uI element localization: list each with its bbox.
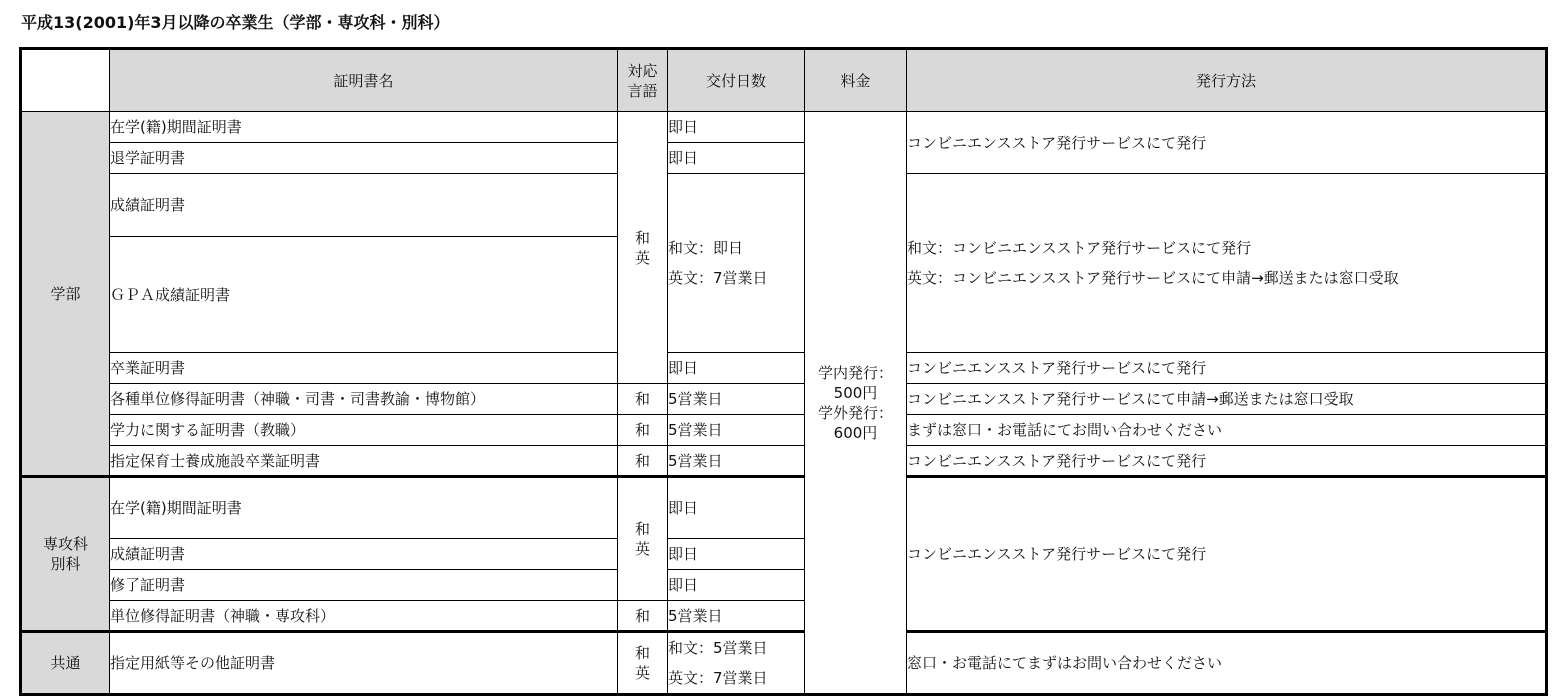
section-kyotsu: 共通 bbox=[21, 632, 110, 695]
header-lang-line-2: 言語 bbox=[627, 81, 658, 100]
days-ei: 英文：7営業日 bbox=[668, 269, 768, 287]
cert-name: 在学(籍)期間証明書 bbox=[110, 112, 618, 143]
lang-cell bbox=[618, 477, 668, 601]
days-cell: 即日 bbox=[668, 570, 805, 601]
cert-name: 各種単位修得証明書（神職・司書・司書教諭・博物館） bbox=[110, 384, 618, 415]
lang-wa: 和 bbox=[634, 520, 650, 538]
days-cell: 即日 bbox=[668, 112, 805, 143]
header-fee: 料金 bbox=[805, 49, 907, 112]
fee-external-value: 600円 bbox=[833, 423, 878, 442]
lang-ei: 英 bbox=[634, 248, 650, 267]
cert-name: 卒業証明書 bbox=[110, 353, 618, 384]
header-days: 交付日数 bbox=[668, 49, 805, 112]
fee-external-label: 学外発行： bbox=[817, 403, 893, 422]
method-cell: コンビニエンスストア発行サービスにて発行 bbox=[907, 353, 1547, 384]
method-ei: 英文：コンビニエンスストア発行サービスにて申請→郵送または窓口受取 bbox=[907, 269, 1399, 287]
fee-internal-value: 500円 bbox=[833, 383, 878, 402]
method-cell: 窓口・お電話にてまずはお問い合わせください bbox=[907, 632, 1547, 695]
days-cell bbox=[668, 632, 805, 695]
days-cell: 5営業日 bbox=[668, 446, 805, 477]
table-row bbox=[21, 174, 1547, 237]
table-row bbox=[21, 384, 1547, 415]
method-cell: まずは窓口・お電話にてお問い合わせください bbox=[907, 415, 1547, 446]
days-cell: 即日 bbox=[668, 477, 805, 539]
method-cell: コンビニエンスストア発行サービスにて発行 bbox=[907, 446, 1547, 477]
cert-name: ＧＰＡ成績証明書 bbox=[110, 237, 618, 353]
cert-name: 学力に関する証明書（教職） bbox=[110, 415, 618, 446]
certificate-table bbox=[19, 47, 1548, 696]
cert-name: 成績証明書 bbox=[110, 174, 618, 237]
table-row bbox=[21, 415, 1547, 446]
days-ei: 英文：7営業日 bbox=[668, 669, 768, 687]
lang-cell: 和 bbox=[618, 446, 668, 477]
days-cell: 5営業日 bbox=[668, 415, 805, 446]
fee-cell bbox=[805, 112, 907, 695]
table-row bbox=[21, 112, 1547, 143]
header-method: 発行方法 bbox=[907, 49, 1547, 112]
method-cell bbox=[907, 174, 1547, 353]
cert-name: 成績証明書 bbox=[110, 539, 618, 570]
section-senkoka-line-2: 別科 bbox=[50, 555, 81, 573]
section-gakubu: 学部 bbox=[21, 112, 110, 477]
header-lang bbox=[618, 49, 668, 112]
header-row bbox=[21, 49, 1547, 112]
lang-cell: 和 bbox=[618, 601, 668, 632]
section-senkoka-line-1: 専攻科 bbox=[42, 535, 88, 553]
fee-internal-label: 学内発行： bbox=[817, 363, 893, 382]
days-cell: 即日 bbox=[668, 143, 805, 174]
cert-name: 指定保育士養成施設卒業証明書 bbox=[110, 446, 618, 477]
days-cell bbox=[668, 174, 805, 353]
table-row bbox=[21, 477, 1547, 539]
days-cell: 5営業日 bbox=[668, 601, 805, 632]
header-name: 証明書名 bbox=[110, 49, 618, 112]
lang-cell: 和 bbox=[618, 384, 668, 415]
cert-name: 修了証明書 bbox=[110, 570, 618, 601]
table-row bbox=[21, 353, 1547, 384]
method-cell: コンビニエンスストア発行サービスにて発行 bbox=[907, 477, 1547, 632]
cert-name: 在学(籍)期間証明書 bbox=[110, 477, 618, 539]
lang-ei: 英 bbox=[634, 540, 650, 558]
header-corner bbox=[21, 49, 110, 112]
lang-cell: 和 bbox=[618, 415, 668, 446]
cert-name: 指定用紙等その他証明書 bbox=[110, 632, 618, 695]
cert-name: 退学証明書 bbox=[110, 143, 618, 174]
section-senkoka bbox=[21, 477, 110, 632]
table-row bbox=[21, 446, 1547, 477]
days-cell: 即日 bbox=[668, 353, 805, 384]
days-cell: 5営業日 bbox=[668, 384, 805, 415]
lang-cell bbox=[618, 632, 668, 695]
lang-wa: 和 bbox=[634, 228, 650, 247]
method-cell: コンビニエンスストア発行サービスにて発行 bbox=[907, 112, 1547, 174]
method-wa: 和文：コンビニエンスストア発行サービスにて発行 bbox=[907, 239, 1252, 257]
days-wa: 和文：即日 bbox=[668, 239, 744, 257]
days-cell: 即日 bbox=[668, 539, 805, 570]
lang-ei: 英 bbox=[634, 664, 650, 682]
table-row bbox=[21, 632, 1547, 695]
header-lang-line-1: 対応 bbox=[627, 61, 658, 80]
cert-name: 単位修得証明書（神職・専攻科） bbox=[110, 601, 618, 632]
days-wa: 和文：5営業日 bbox=[668, 639, 768, 657]
method-cell: コンビニエンスストア発行サービスにて申請→郵送または窓口受取 bbox=[907, 384, 1547, 415]
lang-cell bbox=[618, 112, 668, 384]
lang-wa: 和 bbox=[634, 644, 650, 662]
page-title: 平成13(2001)年3月以降の卒業生（学部・専攻科・別科） bbox=[21, 13, 450, 32]
